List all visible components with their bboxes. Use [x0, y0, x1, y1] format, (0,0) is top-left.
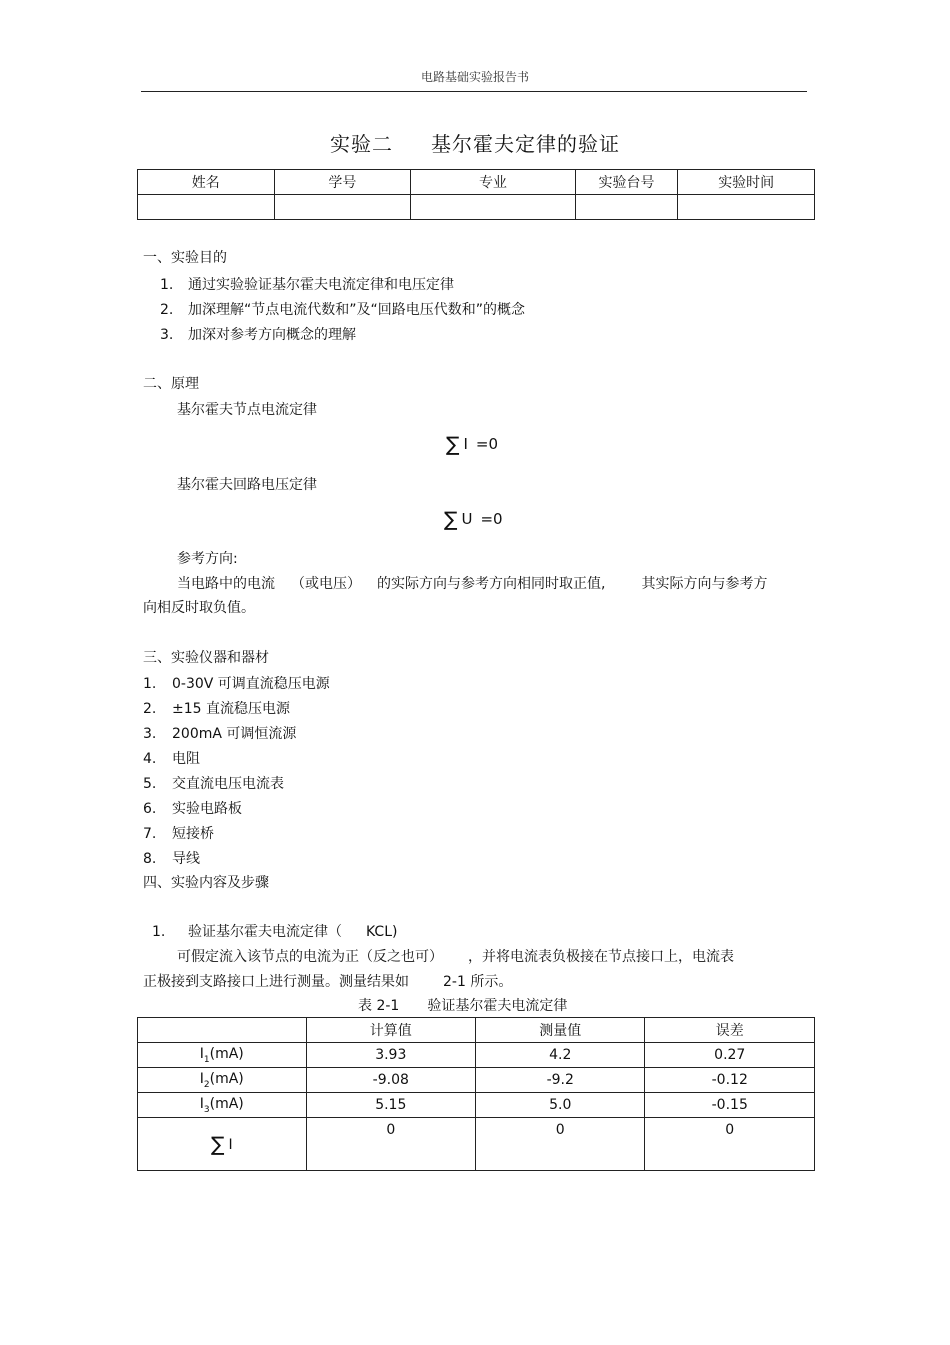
error-value: 0.27 — [645, 1043, 815, 1068]
kvl-label: 基尔霍夫回路电压定律 — [177, 477, 317, 493]
measured-value: -9.2 — [476, 1068, 645, 1093]
experiment-number: 实验二 — [330, 132, 393, 156]
kcl-formula: ∑ I =0 — [446, 432, 499, 456]
purpose-item: 3. 加深对参考方向概念的理解 — [160, 327, 356, 343]
equipment-item: 3. 200mA 可调恒流源 — [143, 726, 297, 742]
table-row — [138, 1068, 815, 1093]
reference-direction-text: 当电路中的电流 （或电压） 的实际方向与参考方向相同时取正值, 其实际方向与参考方 — [177, 576, 768, 592]
section-procedure-heading: 四、实验内容及步骤 — [143, 875, 269, 891]
cell-student-id[interactable] — [274, 195, 411, 220]
row-label: $I_1(mA)$ — [138, 1043, 307, 1068]
measured-value: 5.0 — [476, 1093, 645, 1118]
table-caption: 表 2-1 验证基尔霍夫电流定律 — [358, 998, 568, 1014]
header-major: 专业 — [411, 170, 576, 195]
column-header: 测量值 — [476, 1018, 645, 1043]
table-row — [138, 1093, 815, 1118]
measured-value: 4.2 — [476, 1043, 645, 1068]
row-label: $I_3(mA)$ — [138, 1093, 307, 1118]
procedure-paragraph: 可假定流入该节点的电流为正（反之也可） ，并将电流表负极接在节点接口上，电流表 — [177, 949, 734, 965]
equipment-item: 7. 短接桥 — [143, 826, 214, 842]
row-label: $I_2(mA)$ — [138, 1068, 307, 1093]
equipment-item: 6. 实验电路板 — [143, 801, 242, 817]
error-value: -0.15 — [645, 1093, 815, 1118]
purpose-item: 2. 加深理解“节点电流代数和”及“回路电压代数和”的概念 — [160, 302, 526, 318]
equipment-item: 5. 交直流电压电流表 — [143, 776, 284, 792]
document-title — [0, 128, 950, 157]
column-header — [138, 1018, 307, 1043]
reference-direction-label: 参考方向: — [177, 551, 238, 567]
procedure-paragraph-cont: 正极接到支路接口上进行测量。测量结果如 2-1 所示。 — [143, 974, 513, 990]
student-info-table — [137, 169, 815, 220]
page-header-title: 电路基础实验报告书 — [420, 70, 529, 84]
procedure-step-title: 1. 验证基尔霍夫电流定律（ KCL) — [152, 924, 398, 940]
section-equipment-heading: 三、实验仪器和器材 — [143, 650, 269, 666]
sum-row — [138, 1118, 815, 1171]
experiment-name: 基尔霍夫定律的验证 — [431, 132, 620, 156]
cell-major[interactable] — [411, 195, 576, 220]
calculated-value: 5.15 — [306, 1093, 476, 1118]
calculated-sum: 0 — [306, 1118, 476, 1171]
section-principle-heading: 二、原理 — [143, 376, 199, 392]
equipment-item: 1. 0-30V 可调直流稳压电源 — [143, 676, 330, 692]
sum-label: ∑ I — [138, 1118, 307, 1171]
header-divider — [141, 91, 807, 92]
cell-bench-number[interactable] — [575, 195, 678, 220]
column-header: 误差 — [645, 1018, 815, 1043]
cell-name[interactable] — [138, 195, 275, 220]
sigma-icon: ∑ — [446, 432, 460, 456]
header-experiment-time: 实验时间 — [678, 170, 815, 195]
header-bench-number: 实验台号 — [575, 170, 678, 195]
calculated-value: 3.93 — [306, 1043, 476, 1068]
table-header-row — [138, 1018, 815, 1043]
kvl-formula: ∑ U =0 — [444, 507, 503, 531]
header-name: 姓名 — [138, 170, 275, 195]
header-student-id: 学号 — [274, 170, 411, 195]
sigma-icon: ∑ — [444, 507, 458, 531]
cell-experiment-time[interactable] — [678, 195, 815, 220]
calculated-value: -9.08 — [306, 1068, 476, 1093]
purpose-item: 1. 通过实验验证基尔霍夫电流定律和电压定律 — [160, 277, 454, 293]
section-purpose-heading: 一、实验目的 — [143, 250, 227, 266]
kcl-results-table — [137, 1017, 815, 1171]
table-row — [138, 1043, 815, 1068]
error-value: -0.12 — [645, 1068, 815, 1093]
equipment-item: 8. 导线 — [143, 851, 200, 867]
sigma-icon: ∑ — [210, 1132, 225, 1156]
equipment-item: 4. 电阻 — [143, 751, 200, 767]
kcl-label: 基尔霍夫节点电流定律 — [177, 402, 317, 418]
reference-direction-text-cont: 向相反时取负值。 — [143, 600, 255, 616]
error-sum: 0 — [645, 1118, 815, 1171]
column-header: 计算值 — [306, 1018, 476, 1043]
equipment-item: 2. ±15 直流稳压电源 — [143, 701, 290, 717]
measured-sum: 0 — [476, 1118, 645, 1171]
